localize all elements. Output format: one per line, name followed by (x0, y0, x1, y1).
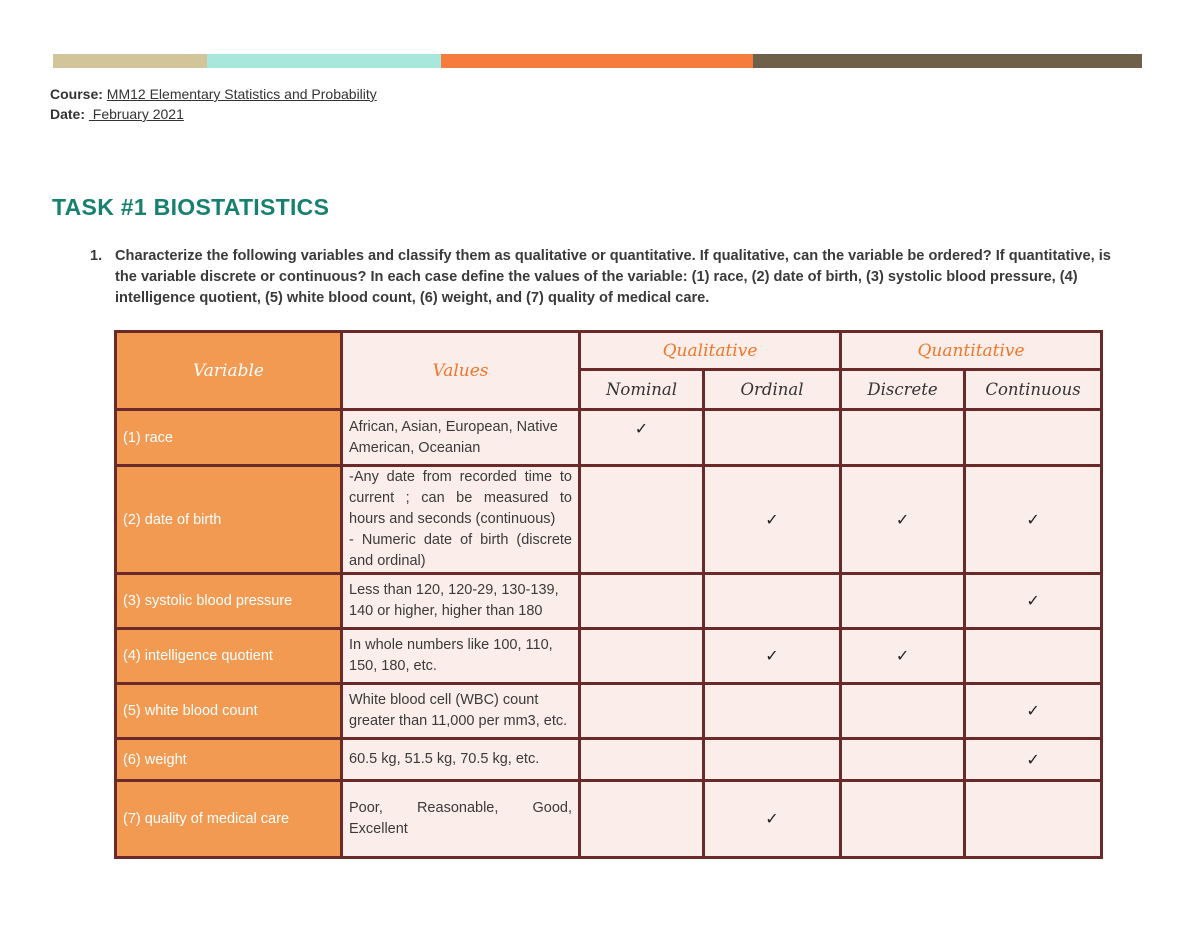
table-row (116, 781, 1102, 858)
check-mark-icon: ✓ (1026, 751, 1040, 769)
continuous-cell (965, 781, 1102, 858)
table-row (116, 684, 1102, 739)
nominal-cell (580, 684, 704, 739)
table-row (116, 629, 1102, 684)
continuous-cell (965, 466, 1102, 574)
values-line: -Any date from recorded time to current ; can be measured to hours and seconds (continuous) (349, 469, 572, 527)
variable-cell: (1) race (116, 410, 342, 466)
variable-cell: (2) date of birth (116, 466, 342, 574)
values-cell (342, 466, 580, 574)
header-quantitative: Quantitative (841, 332, 1102, 370)
header-continuous: Continuous (965, 370, 1102, 410)
values-cell: African, Asian, European, Native American, Oceanian (342, 410, 580, 466)
course-label: Course: (50, 86, 103, 102)
nominal-cell (580, 410, 704, 466)
date-value: February 2021 (88, 106, 184, 122)
discrete-cell (841, 410, 965, 466)
discrete-cell (841, 466, 965, 574)
values-line: - Numeric date of birth (discrete and ordinal) (349, 532, 572, 569)
ordinal-cell (704, 574, 841, 629)
color-bar-segment-4 (753, 54, 1142, 68)
check-mark-icon: ✓ (895, 511, 910, 529)
question-item (90, 246, 1130, 309)
course-line (50, 84, 377, 104)
header-discrete: Discrete (841, 370, 965, 410)
values-cell: In whole numbers like 100, 110, 150, 180, etc. (342, 629, 580, 684)
question-text: Characterize the following variables and classify them as qualitative or quantitative. If qualitative, can the variable be ordered? If quantitative, is the variable discrete or continuous? In each case define the values of the variable: (1) race, (2) date of birth, (3) systolic blood pressure, (4) intelligence quotient, (5) white blood count, (6) weight, and (7) quality of medical care. (115, 248, 1111, 306)
continuous-cell (965, 410, 1102, 466)
header-nominal: Nominal (580, 370, 704, 410)
continuous-cell (965, 629, 1102, 684)
header-variable: Variable (116, 332, 342, 410)
header-qualitative: Qualitative (580, 332, 841, 370)
discrete-cell (841, 684, 965, 739)
ordinal-cell (704, 781, 841, 858)
document-meta (50, 84, 377, 124)
decorative-color-bar (53, 54, 1142, 68)
nominal-cell (580, 629, 704, 684)
nominal-cell (580, 781, 704, 858)
values-cell: 60.5 kg, 51.5 kg, 70.5 kg, etc. (342, 739, 580, 781)
question-number: 1. (90, 248, 103, 264)
values-cell: Poor, Reasonable, Good, Excellent (342, 781, 580, 858)
continuous-cell (965, 739, 1102, 781)
variable-cell: (3) systolic blood pressure (116, 574, 342, 629)
task-title: TASK #1 BIOSTATISTICS (52, 194, 330, 220)
discrete-cell (841, 739, 965, 781)
check-mark-icon: ✓ (895, 648, 910, 665)
ordinal-cell (704, 410, 841, 466)
date-label: Date: (50, 106, 86, 122)
check-mark-icon: ✓ (1026, 511, 1040, 529)
discrete-cell (841, 629, 965, 684)
classification-table (114, 330, 1103, 859)
continuous-cell (965, 574, 1102, 629)
discrete-cell (841, 781, 965, 858)
variable-cell: (6) weight (116, 739, 342, 781)
header-ordinal: Ordinal (704, 370, 841, 410)
variable-cell: (5) white blood count (116, 684, 342, 739)
nominal-cell (580, 466, 704, 574)
table-row (116, 410, 1102, 466)
table-row (116, 739, 1102, 781)
check-mark-icon: ✓ (765, 511, 779, 529)
course-value: MM12 Elementary Statistics and Probability (106, 86, 377, 102)
check-mark-icon: ✓ (765, 811, 779, 828)
variable-cell: (4) intelligence quotient (116, 629, 342, 684)
variable-cell: (7) quality of medical care (116, 781, 342, 858)
ordinal-cell (704, 739, 841, 781)
ordinal-cell (704, 684, 841, 739)
header-values: Values (342, 332, 580, 410)
check-mark-icon: ✓ (1026, 593, 1040, 610)
date-line (50, 104, 377, 124)
values-cell: White blood cell (WBC) count greater than 11,000 per mm3, etc. (342, 684, 580, 739)
color-bar-segment-2 (207, 54, 441, 68)
nominal-cell (580, 574, 704, 629)
check-mark-icon: ✓ (1026, 703, 1040, 720)
ordinal-cell (704, 629, 841, 684)
color-bar-segment-3 (441, 54, 753, 68)
check-mark-icon: ✓ (634, 421, 649, 438)
table-row (116, 466, 1102, 574)
table-row (116, 574, 1102, 629)
discrete-cell (841, 574, 965, 629)
continuous-cell (965, 684, 1102, 739)
check-mark-icon: ✓ (765, 648, 779, 665)
ordinal-cell (704, 466, 841, 574)
table-header-row (116, 332, 1102, 370)
values-cell: Less than 120, 120-29, 130-139, 140 or higher, higher than 180 (342, 574, 580, 629)
nominal-cell (580, 739, 704, 781)
color-bar-segment-1 (53, 54, 207, 68)
